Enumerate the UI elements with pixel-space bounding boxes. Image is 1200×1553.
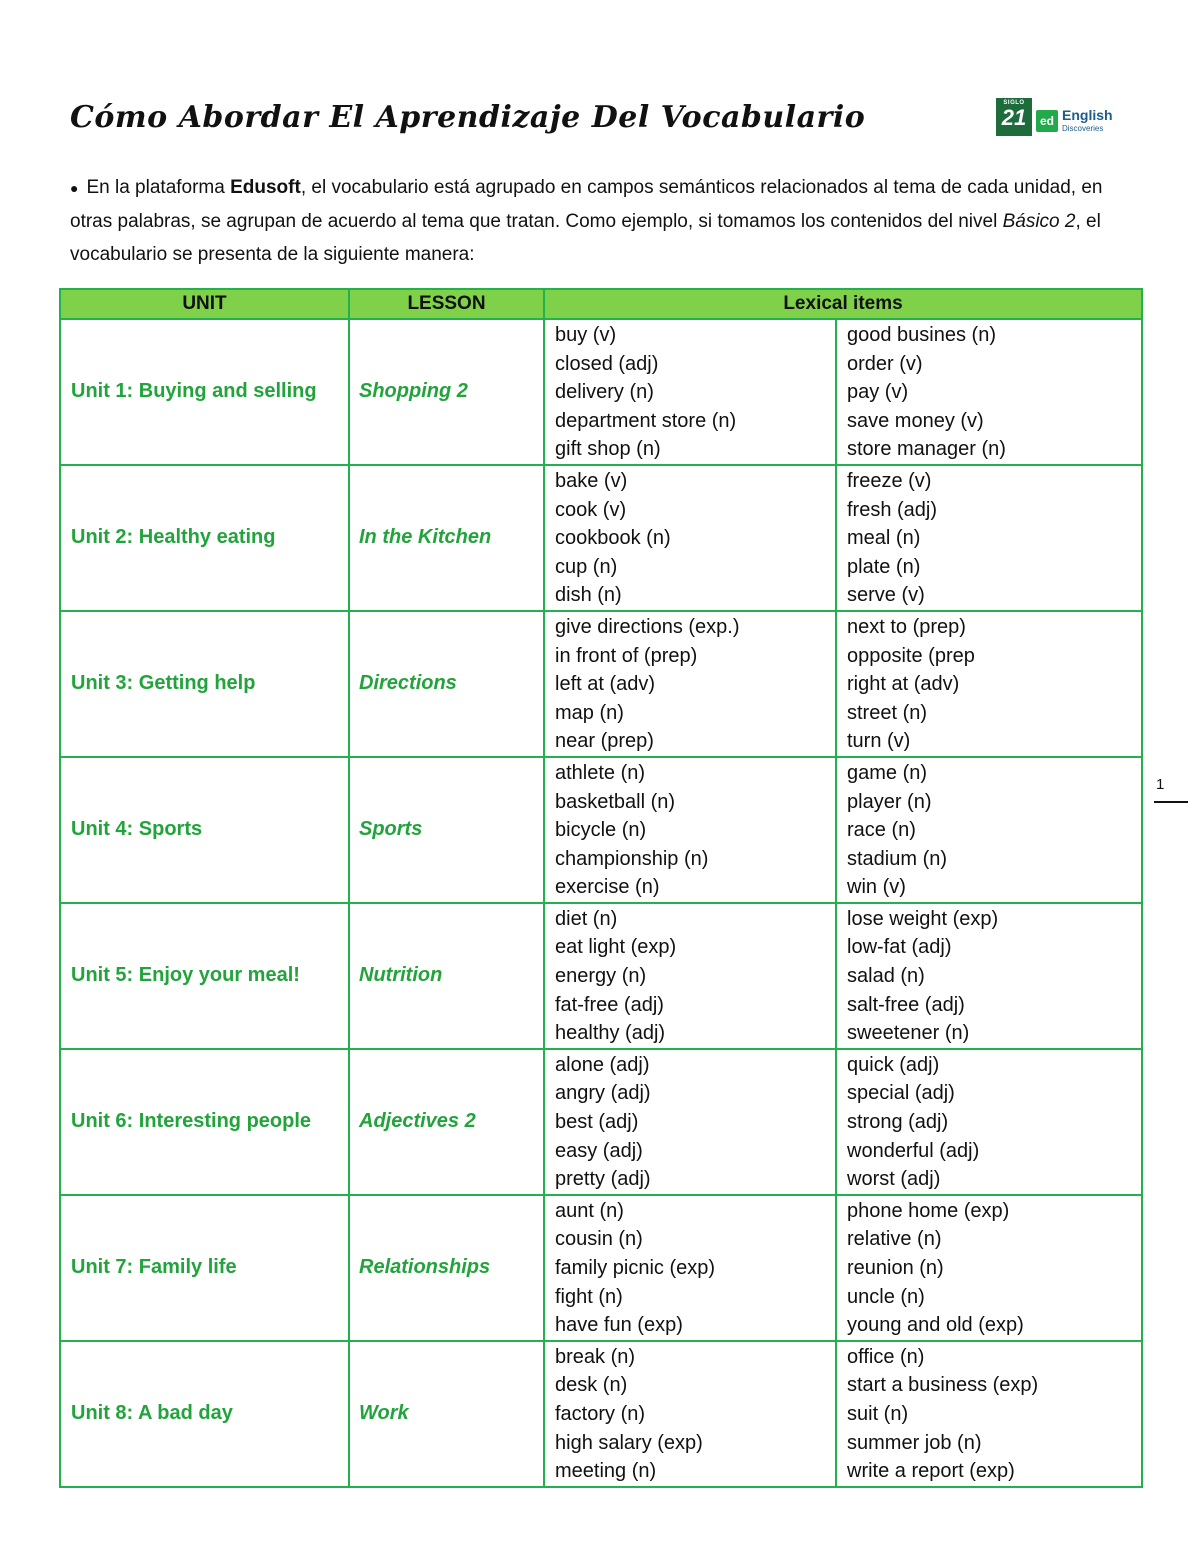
lexical-item: easy (adj) (555, 1139, 643, 1162)
lexical-item: low-fat (adj) (847, 936, 952, 959)
lexical-item: break (n) (555, 1345, 636, 1368)
lexical-item: opposite (prep (847, 644, 975, 667)
unit-cell: Unit 7: Family life (60, 1195, 349, 1341)
unit-cell: Unit 5: Enjoy your meal! (60, 903, 349, 1049)
lexical-item: eat light (exp) (555, 936, 677, 959)
lexical-item: cook (v) (555, 498, 627, 521)
table-row (60, 903, 1142, 1049)
lexical-item: alone (adj) (555, 1053, 650, 1076)
lexical-item: pay (v) (847, 381, 909, 404)
lexical-item: meal (n) (847, 527, 921, 550)
header-unit: UNIT (60, 289, 349, 319)
lexical-item: salad (n) (847, 965, 925, 988)
lexical-item: write a report (exp) (847, 1460, 1015, 1483)
intro-text-3: , el vocabulario se presenta de la siguiente manera: (70, 211, 1101, 265)
lexical-item: save money (v) (847, 409, 984, 432)
logo-english-text: English (1062, 107, 1113, 123)
lexical-item: bicycle (n) (555, 819, 647, 842)
intro-paragraph (70, 171, 1140, 271)
unit-cell: Unit 1: Buying and selling (60, 319, 349, 465)
lexical-item: suit (n) (847, 1402, 909, 1425)
lexical-item: freeze (v) (847, 469, 932, 492)
lexical-item: summer job (n) (847, 1431, 982, 1454)
lexical-item: near (prep) (555, 730, 654, 753)
table-row (60, 757, 1142, 903)
lexical-item: worst (adj) (847, 1168, 941, 1191)
table-header-row (60, 289, 1142, 319)
lexical-items-cell (836, 611, 1142, 757)
lexical-item: win (v) (847, 876, 906, 899)
lexical-item: angry (adj) (555, 1082, 651, 1105)
table-row (60, 319, 1142, 465)
lesson-cell: In the Kitchen (349, 465, 544, 611)
page-number: 1 (1156, 776, 1165, 793)
lexical-item: energy (n) (555, 965, 647, 988)
siglo21-logo-mark (996, 98, 1032, 136)
lexical-item: relative (n) (847, 1228, 942, 1251)
lexical-item: fight (n) (555, 1285, 623, 1308)
lexical-items-cell (544, 611, 836, 757)
table-row (60, 465, 1142, 611)
lexical-item: basketball (n) (555, 790, 676, 813)
siglo21-english-discoveries-logo (996, 98, 1126, 138)
table-row (60, 611, 1142, 757)
lexical-item: have fun (exp) (555, 1314, 683, 1337)
lexical-item: race (n) (847, 819, 916, 842)
lexical-item: quick (adj) (847, 1053, 940, 1076)
lexical-item: stadium (n) (847, 847, 948, 870)
lexical-item: cookbook (n) (555, 527, 671, 550)
table-body (60, 319, 1142, 1487)
lexical-items-cell (544, 903, 836, 1049)
page-title: Cómo Abordar El Aprendizaje Del Vocabulario (70, 100, 866, 135)
lexical-item: family picnic (exp) (555, 1257, 716, 1279)
lexical-item: lose weight (exp) (847, 907, 999, 930)
lexical-items-cell (544, 1341, 836, 1487)
lexical-item: gift shop (n) (555, 438, 661, 461)
lexical-item: meeting (n) (555, 1460, 657, 1483)
intro-text-1: En la plataforma (86, 177, 231, 198)
lexical-item: game (n) (847, 761, 928, 784)
lesson-cell: Sports (349, 757, 544, 903)
page-number-rule (1154, 801, 1188, 803)
logo-siglo-text: SIGLO (1003, 100, 1025, 106)
intro-level: Básico 2 (1002, 211, 1076, 232)
lexical-item: buy (v) (555, 324, 617, 346)
lexical-item: good busines (n) (847, 324, 996, 346)
lesson-cell: Directions (349, 611, 544, 757)
lexical-item: order (v) (847, 352, 923, 375)
lexical-item: fat-free (adj) (555, 993, 664, 1016)
lexical-item: sweetener (n) (847, 1022, 970, 1045)
lexical-item: in front of (prep) (555, 644, 698, 667)
lexical-item: dish (n) (555, 584, 622, 607)
lexical-items-cell (836, 1341, 1142, 1487)
lexical-items-cell (544, 319, 836, 465)
lexical-item: plate (n) (847, 555, 921, 578)
lexical-item: reunion (n) (847, 1257, 944, 1279)
logo-ed-mark: ed (1036, 110, 1058, 132)
lexical-items-cell (836, 757, 1142, 903)
lexical-item: cup (n) (555, 555, 618, 578)
lexical-items-cell (836, 319, 1142, 465)
lexical-items-cell (544, 1195, 836, 1341)
table-row (60, 1049, 1142, 1195)
lexical-item: phone home (exp) (847, 1199, 1010, 1222)
header-lexical-items: Lexical items (544, 289, 1142, 319)
lexical-item: uncle (n) (847, 1285, 925, 1308)
lexical-item: desk (n) (555, 1374, 628, 1397)
table-row (60, 1195, 1142, 1341)
lexical-item: give directions (exp.) (555, 615, 740, 638)
lexical-item: wonderful (adj) (847, 1139, 980, 1162)
intro-edusoft: Edusoft (230, 177, 301, 198)
lexical-item: right at (adv) (847, 673, 960, 696)
lexical-item: delivery (n) (555, 381, 654, 404)
lexical-item: pretty (adj) (555, 1168, 651, 1191)
lexical-item: salt-free (adj) (847, 993, 965, 1016)
lexical-item: bake (v) (555, 469, 628, 492)
lexical-item: store manager (n) (847, 438, 1006, 461)
lexical-item: closed (adj) (555, 352, 659, 375)
lexical-item: cousin (n) (555, 1228, 643, 1251)
lexical-item: best (adj) (555, 1111, 639, 1134)
lexical-item: department store (n) (555, 409, 737, 432)
lexical-item: left at (adv) (555, 673, 656, 696)
header-lesson: LESSON (349, 289, 544, 319)
unit-cell: Unit 4: Sports (60, 757, 349, 903)
lesson-cell: Nutrition (349, 903, 544, 1049)
lexical-items-cell (836, 1049, 1142, 1195)
lexical-item: office (n) (847, 1345, 925, 1368)
table-row (60, 1341, 1142, 1487)
lexical-item: diet (n) (555, 907, 618, 930)
lexical-items-cell (836, 465, 1142, 611)
lexical-item: special (adj) (847, 1082, 955, 1105)
unit-cell: Unit 3: Getting help (60, 611, 349, 757)
lexical-item: championship (n) (555, 847, 709, 870)
lexical-item: aunt (n) (555, 1199, 624, 1222)
lesson-cell: Shopping 2 (349, 319, 544, 465)
logo-discoveries-text: Discoveries (1062, 124, 1104, 133)
logo-21-text: 21 (1001, 105, 1027, 130)
intro-text-2: , el vocabulario está agrupado en campos semánticos relacionados al tema de cada unidad, en otras palabras, se agrupan de acuerdo al tema que tratan. Como ejemplo, si tomamos los contenidos del nivel (70, 177, 1103, 232)
lexical-items-cell (544, 465, 836, 611)
lexical-items-cell (544, 757, 836, 903)
lexical-item: serve (v) (847, 584, 925, 607)
lexical-item: exercise (n) (555, 876, 660, 899)
lexical-item: healthy (adj) (555, 1022, 666, 1045)
lexical-items-cell (544, 1049, 836, 1195)
lexical-item: street (n) (847, 701, 928, 724)
lexical-item: map (n) (555, 701, 624, 724)
lexical-item: young and old (exp) (847, 1314, 1024, 1337)
lexical-item: next to (prep) (847, 615, 966, 638)
lexical-item: fresh (adj) (847, 498, 938, 521)
unit-cell: Unit 6: Interesting people (60, 1049, 349, 1195)
lexical-item: player (n) (847, 790, 932, 813)
lexical-item: factory (n) (555, 1402, 646, 1425)
lexical-items-cell (836, 1195, 1142, 1341)
lexical-item: start a business (exp) (847, 1374, 1039, 1397)
lesson-cell: Adjectives 2 (349, 1049, 544, 1195)
lexical-item: athlete (n) (555, 761, 646, 784)
lexical-item: strong (adj) (847, 1111, 949, 1134)
unit-cell: Unit 8: A bad day (60, 1341, 349, 1487)
unit-cell: Unit 2: Healthy eating (60, 465, 349, 611)
vocabulary-table (59, 288, 1143, 1488)
lexical-item: high salary (exp) (555, 1431, 703, 1454)
lesson-cell: Work (349, 1341, 544, 1487)
bullet-icon: ● (70, 180, 79, 196)
lesson-cell: Relationships (349, 1195, 544, 1341)
lexical-items-cell (836, 903, 1142, 1049)
lexical-item: turn (v) (847, 730, 911, 753)
